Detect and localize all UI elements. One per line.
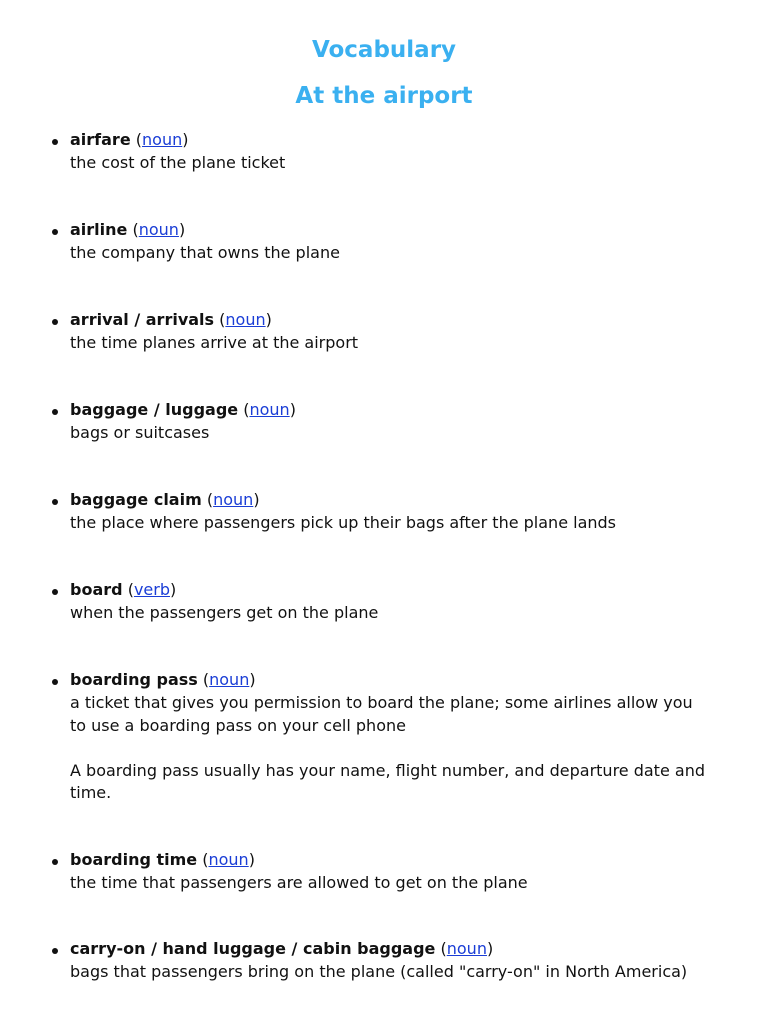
- term-line: [70, 128, 740, 151]
- paren-close: ): [178, 220, 186, 239]
- paren-close: ): [486, 939, 494, 958]
- definition: bags that passengers bring on the plane (called "carry-on" in North America): [70, 962, 688, 981]
- vocab-term: baggage claim: [70, 490, 202, 509]
- paren-close: ): [289, 400, 296, 419]
- paren-open: (: [219, 310, 226, 329]
- paren-close: ): [253, 490, 260, 509]
- definition: the time that passengers are allowed to get on the plane: [70, 873, 528, 892]
- term-line: [70, 488, 740, 511]
- vocab-term: airfare: [70, 130, 131, 149]
- bullet-icon: [52, 409, 58, 415]
- paren-open: (: [206, 490, 214, 509]
- bullet-icon: [52, 859, 58, 865]
- definition: the company that owns the plane: [70, 243, 340, 262]
- vocab-term: arrival / arrivals: [70, 310, 215, 329]
- part-of-speech-link[interactable]: noun: [213, 490, 254, 509]
- term-line: [70, 937, 740, 960]
- definition: the time planes arrive at the airport: [70, 333, 359, 352]
- part-of-speech-link[interactable]: noun: [209, 670, 250, 689]
- vocab-term: airline: [70, 220, 128, 239]
- paren-close: ): [169, 580, 177, 599]
- paren-open: (: [202, 670, 210, 689]
- paren-close: ): [248, 850, 255, 869]
- note-line-2: time.: [70, 783, 112, 802]
- vocab-term: boarding pass: [70, 670, 198, 689]
- page-title: Vocabulary: [311, 37, 457, 63]
- bullet-icon: [52, 589, 58, 595]
- bullet-icon: [52, 948, 58, 954]
- part-of-speech-link[interactable]: noun: [142, 130, 183, 149]
- page-subtitle: At the airport: [295, 83, 473, 109]
- vocab-term: board: [70, 580, 123, 599]
- bullet-icon: [52, 679, 58, 685]
- note-line-1: A boarding pass usually has your name, flight number, and departure date and: [70, 761, 705, 780]
- term-line: [70, 848, 740, 871]
- bullet-icon: [52, 229, 58, 235]
- part-of-speech-link[interactable]: noun: [446, 939, 487, 958]
- term-line: [70, 218, 740, 241]
- paren-close: ): [265, 310, 272, 329]
- term-line: [70, 398, 740, 421]
- part-of-speech-link[interactable]: noun: [208, 850, 249, 869]
- paren-open: (: [440, 939, 447, 958]
- term-line: [70, 578, 740, 601]
- vocab-term: carry-on / hand luggage / cabin baggage: [70, 939, 436, 958]
- bullet-icon: [52, 499, 58, 505]
- term-line: [70, 668, 740, 691]
- definition: when the passengers get on the plane: [70, 603, 379, 622]
- bullet-icon: [52, 319, 58, 325]
- paren-open: (: [132, 220, 139, 239]
- definition: bags or suitcases: [70, 423, 210, 442]
- part-of-speech-link[interactable]: noun: [225, 310, 266, 329]
- paren-open: (: [127, 580, 134, 599]
- vocab-term: boarding time: [70, 850, 198, 869]
- paren-close: ): [249, 670, 256, 689]
- paren-open: (: [202, 850, 209, 869]
- definition: the place where passengers pick up their bags after the plane lands: [70, 513, 616, 532]
- part-of-speech-link[interactable]: noun: [249, 400, 290, 419]
- term-line: [70, 308, 740, 331]
- paren-close: ): [182, 130, 189, 149]
- paren-open: (: [243, 400, 250, 419]
- part-of-speech-link[interactable]: noun: [138, 220, 179, 239]
- paren-open: (: [135, 130, 143, 149]
- definition-line-2: to use a boarding pass on your cell phone: [70, 716, 406, 735]
- bullet-icon: [52, 139, 58, 145]
- vocab-term: baggage / luggage: [70, 400, 239, 419]
- definition: the cost of the plane ticket: [70, 153, 286, 172]
- part-of-speech-link[interactable]: verb: [133, 580, 170, 599]
- definition-line-1: a ticket that gives you permission to board the plane; some airlines allow you: [70, 693, 693, 712]
